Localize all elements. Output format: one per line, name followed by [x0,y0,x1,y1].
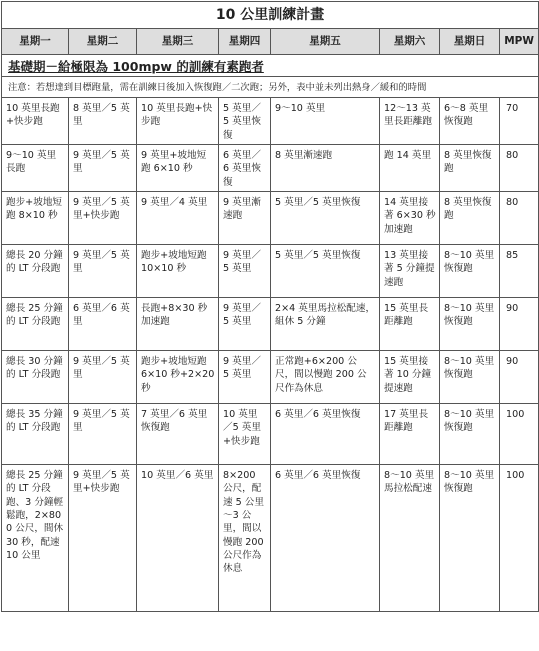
cell-sunday: 8 英里恢復跑 [440,192,500,245]
cell-thursday: 10 英里／5 英里+快步跑 [219,404,271,465]
cell-thursday: 9 英里／5 英里 [219,245,271,298]
cell-mpw: 100 [500,404,539,465]
table-row [2,145,539,192]
table-row [2,351,539,404]
header-sunday: 星期日 [440,29,500,54]
cell-wednesday: 10 英里／6 英里 [137,465,219,612]
header-thursday: 星期四 [219,29,271,54]
cell-monday: 總長 25 分鐘的 LT 分段跑 [2,298,69,351]
page-title: 10 公里訓練計畫 [2,2,539,29]
cell-tuesday: 9 英里／5 英里 [69,404,137,465]
cell-saturday: 17 英里長距離跑 [380,404,440,465]
cell-sunday: 6～8 英里恢復跑 [440,98,500,145]
cell-friday: 8 英里漸速跑 [271,145,380,192]
cell-saturday: 14 英里接著 6×30 秒加速跑 [380,192,440,245]
cell-thursday: 8×200 公尺，配速 5 公里～3 公里，間以慢跑 200 公尺作為休息 [219,465,271,612]
cell-thursday: 9 英里漸速跑 [219,192,271,245]
table-row [2,298,539,351]
cell-sunday: 8 英里恢復跑 [440,145,500,192]
cell-thursday: 5 英里／5 英里恢復 [219,98,271,145]
cell-monday: 9～10 英里長跑 [2,145,69,192]
cell-sunday: 8～10 英里恢復跑 [440,351,500,404]
cell-friday: 5 英里／5 英里恢復 [271,245,380,298]
header-monday: 星期一 [2,29,69,54]
cell-saturday: 13 英里接著 5 分鐘提速跑 [380,245,440,298]
header-tuesday: 星期二 [69,29,137,54]
table-row [2,245,539,298]
cell-mpw: 80 [500,192,539,245]
cell-monday: 總長 25 分鐘的 LT 分段跑、3 分鐘輕鬆跑，2×800 公尺，間休 30 秒，配速 10 公里 [2,465,69,612]
cell-sunday: 8～10 英里恢復跑 [440,404,500,465]
cell-friday: 9～10 英里 [271,98,380,145]
cell-sunday: 8～10 英里恢復跑 [440,465,500,612]
cell-monday: 總長 20 分鐘的 LT 分段跑 [2,245,69,298]
cell-tuesday: 9 英里／5 英里 [69,351,137,404]
cell-mpw: 90 [500,351,539,404]
table-row [2,98,539,145]
cell-friday: 6 英里／6 英里恢復 [271,404,380,465]
cell-saturday: 15 英里長距離跑 [380,298,440,351]
cell-thursday: 6 英里／6 英里恢復 [219,145,271,192]
cell-tuesday: 9 英里／5 英里+快步跑 [69,465,137,612]
cell-friday: 5 英里／5 英里恢復 [271,192,380,245]
cell-tuesday: 6 英里／6 英里 [69,298,137,351]
cell-wednesday: 10 英里長跑+快步跑 [137,98,219,145]
cell-saturday: 12～13 英里長距離跑 [380,98,440,145]
table-row [2,404,539,465]
cell-wednesday: 9 英里+坡地短跑 6×10 秒 [137,145,219,192]
section-title: 基礎期－給極限為 100mpw 的訓練有素跑者 [2,54,539,76]
cell-mpw: 100 [500,465,539,612]
training-plan [1,1,538,612]
cell-saturday: 8～10 英里馬拉松配速 [380,465,440,612]
table-row [2,192,539,245]
table-row [2,465,539,612]
cell-wednesday: 9 英里／4 英里 [137,192,219,245]
cell-saturday: 15 英里接著 10 分鐘提速跑 [380,351,440,404]
cell-tuesday: 9 英里／5 英里 [69,245,137,298]
cell-thursday: 9 英里／5 英里 [219,298,271,351]
cell-friday: 正常跑+6×200 公尺，間以慢跑 200 公尺作為休息 [271,351,380,404]
cell-tuesday: 9 英里／5 英里+快步跑 [69,192,137,245]
note: 注意：若想達到目標跑量，需在訓練日後加入恢復跑／二次跑；另外，表中並未列出熱身／緩和的時間 [2,76,539,97]
cell-wednesday: 7 英里／6 英里恢復跑 [137,404,219,465]
header-saturday: 星期六 [380,29,440,54]
cell-monday: 10 英里長跑+快步跑 [2,98,69,145]
header-row [2,29,539,54]
cell-mpw: 80 [500,145,539,192]
cell-wednesday: 長跑+8×30 秒加速跑 [137,298,219,351]
cell-sunday: 8～10 英里恢復跑 [440,245,500,298]
cell-wednesday: 跑步+坡地短跑 6×10 秒+2×20 秒 [137,351,219,404]
cell-mpw: 70 [500,98,539,145]
header-friday: 星期五 [271,29,380,54]
cell-mpw: 90 [500,298,539,351]
header-mpw: MPW [500,29,539,54]
training-plan-table [1,1,539,612]
cell-friday: 2×4 英里馬拉松配速，組休 5 分鐘 [271,298,380,351]
cell-tuesday: 9 英里／5 英里 [69,145,137,192]
cell-thursday: 9 英里／5 英里 [219,351,271,404]
cell-sunday: 8～10 英里恢復跑 [440,298,500,351]
cell-mpw: 85 [500,245,539,298]
header-wednesday: 星期三 [137,29,219,54]
cell-friday: 6 英里／6 英里恢復 [271,465,380,612]
cell-monday: 跑步+坡地短跑 8×10 秒 [2,192,69,245]
cell-wednesday: 跑步+坡地短跑 10×10 秒 [137,245,219,298]
cell-saturday: 跑 14 英里 [380,145,440,192]
cell-monday: 總長 30 分鐘的 LT 分段跑 [2,351,69,404]
cell-monday: 總長 35 分鐘的 LT 分段跑 [2,404,69,465]
cell-tuesday: 8 英里／5 英里 [69,98,137,145]
